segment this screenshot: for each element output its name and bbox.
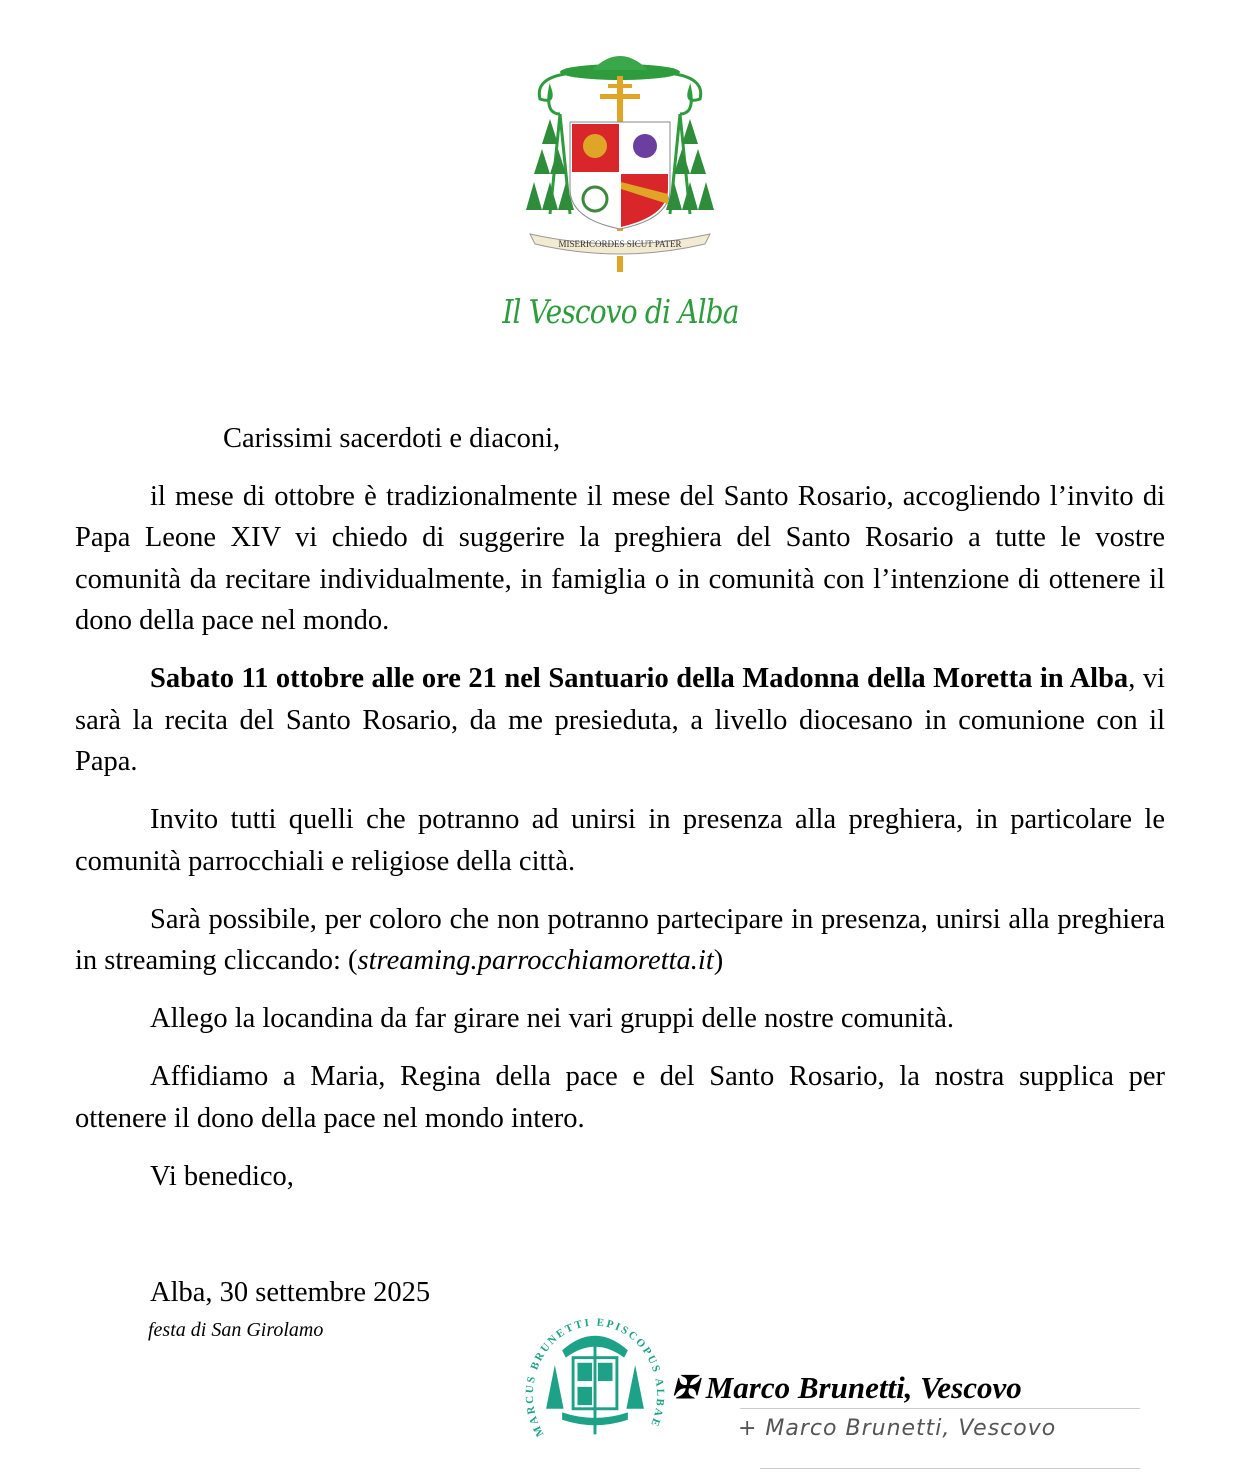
paragraph-2-rest: , vi sarà la recita del Santo Rosario, da me presieduta, a livello diocesano in comunione con il Papa. <box>75 663 1166 777</box>
streaming-link[interactable]: streaming.parrocchiamoretta.it <box>357 945 714 976</box>
paragraph-4 <box>75 899 1165 982</box>
paragraph-2 <box>75 658 1165 783</box>
closing: Vi benedico, <box>150 1160 294 1192</box>
event-details: Sabato 11 ottobre alle ore 21 nel Santuario della Madonna della Moretta in Alba <box>150 663 1129 694</box>
paragraph-5: Allego la locandina da far girare nei vari gruppi delle nostre comunità. <box>150 1003 955 1034</box>
paragraph-6: Affidiamo a Maria, Regina della pace e del Santo Rosario, la nostra supplica per ottenere il dono della pace nel mondo intero. <box>75 1061 1165 1134</box>
paragraph-4-end: ) <box>713 945 724 976</box>
coat-of-arms-logo <box>520 44 720 274</box>
salutation: Carissimi sacerdoti e diaconi, <box>223 423 561 454</box>
date-line: Alba, 30 settembre 2025 <box>150 1277 431 1308</box>
feast-line: festa di San Girolamo <box>148 1319 324 1341</box>
handwritten-signature: + Marco Brunetti, Vescovo <box>738 1416 1057 1441</box>
signature-line-lower <box>760 1468 1140 1469</box>
paragraph-3: Invito tutti quelli che potranno ad unirsi in presenza alla preghiera, in particolare le comunità parrocchiali e religiose della città. <box>75 804 1165 877</box>
svg-text:MARCUS BRUNETTI EPISCOPUS ALBA: MARCUS BRUNETTI EPISCOPUS ALBAE <box>523 1316 667 1439</box>
crest-motto: MISERICORDES SICUT PATER <box>558 239 682 249</box>
signature-name: ✠ Marco Brunetti, Vescovo <box>672 1370 1022 1405</box>
letterhead-title: Il Vescovo di Alba <box>502 292 739 331</box>
letter-body <box>75 418 1165 1214</box>
episcopal-seal-stamp <box>522 1270 668 1476</box>
paragraph-4-text: Sarà possibile, per coloro che non potranno partecipare in presenza, unirsi alla preghiera in streaming cliccando: ( <box>75 903 1165 976</box>
paragraph-1: il mese di ottobre è tradizionalmente il mese del Santo Rosario, accogliendo l’invito di Papa Leone XIV vi chiedo di suggerire la preghiera del Santo Rosario a tutte le vostre comunità da recitare individualmente, in famiglia o in comunità con l’intenzione di ottenere il dono della pace nel mondo. <box>75 480 1165 636</box>
signature-line <box>740 1408 1140 1409</box>
